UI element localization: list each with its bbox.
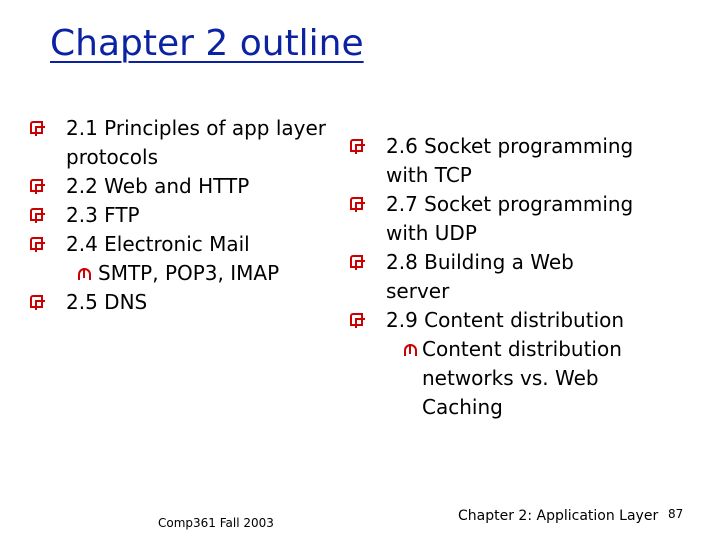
- bullet-icon: [30, 208, 43, 221]
- right-outline-list: [350, 132, 680, 422]
- list-item: [350, 248, 680, 306]
- bullet-icon: [30, 295, 43, 308]
- list-item: [30, 172, 360, 201]
- bullet-icon: [350, 313, 363, 326]
- item-label: 2.8 Building a Web: [386, 250, 574, 274]
- sub-list-item: [78, 259, 360, 288]
- list-item: [30, 201, 360, 230]
- list-item: [350, 306, 680, 335]
- item-label: 2.3 FTP: [66, 203, 140, 227]
- item-label: 2.7 Socket programming: [386, 192, 634, 216]
- sub-bullet-icon: [78, 268, 91, 280]
- sub-item-continuation: Caching: [422, 395, 503, 419]
- item-label: 2.6 Socket programming: [386, 134, 634, 158]
- bullet-icon: [350, 255, 363, 268]
- page-number: 87: [668, 507, 684, 521]
- item-label: 2.5 DNS: [66, 290, 148, 314]
- list-item: [30, 114, 360, 172]
- sub-item-label: SMTP, POP3, IMAP: [98, 261, 280, 285]
- footer-chapter: Chapter 2: Application Layer: [458, 508, 659, 524]
- sub-bullet-icon: [404, 344, 417, 356]
- bullet-icon: [30, 121, 43, 134]
- sub-item-label: Content distribution: [422, 337, 622, 361]
- item-label: 2.2 Web and HTTP: [66, 174, 250, 198]
- bullet-icon: [30, 179, 43, 192]
- list-item: [30, 288, 360, 317]
- list-item: [350, 132, 680, 190]
- item-continuation: server: [386, 279, 450, 303]
- item-continuation: with UDP: [386, 221, 477, 245]
- bullet-icon: [30, 237, 43, 250]
- slide-title: Chapter 2 outline: [50, 23, 364, 64]
- item-label: 2.4 Electronic Mail: [66, 232, 250, 256]
- list-item: [350, 190, 680, 248]
- sub-list-item: [404, 335, 680, 422]
- footer-course: Comp361 Fall 2003: [158, 516, 274, 530]
- item-label: 2.9 Content distribution: [386, 308, 625, 332]
- sub-item-continuation: networks vs. Web: [422, 366, 599, 390]
- bullet-icon: [350, 139, 363, 152]
- item-continuation: protocols: [66, 145, 159, 169]
- list-item: [30, 230, 360, 259]
- item-label: 2.1 Principles of app layer: [66, 116, 327, 140]
- left-outline-list: [30, 114, 360, 317]
- bullet-icon: [350, 197, 363, 210]
- item-continuation: with TCP: [386, 163, 472, 187]
